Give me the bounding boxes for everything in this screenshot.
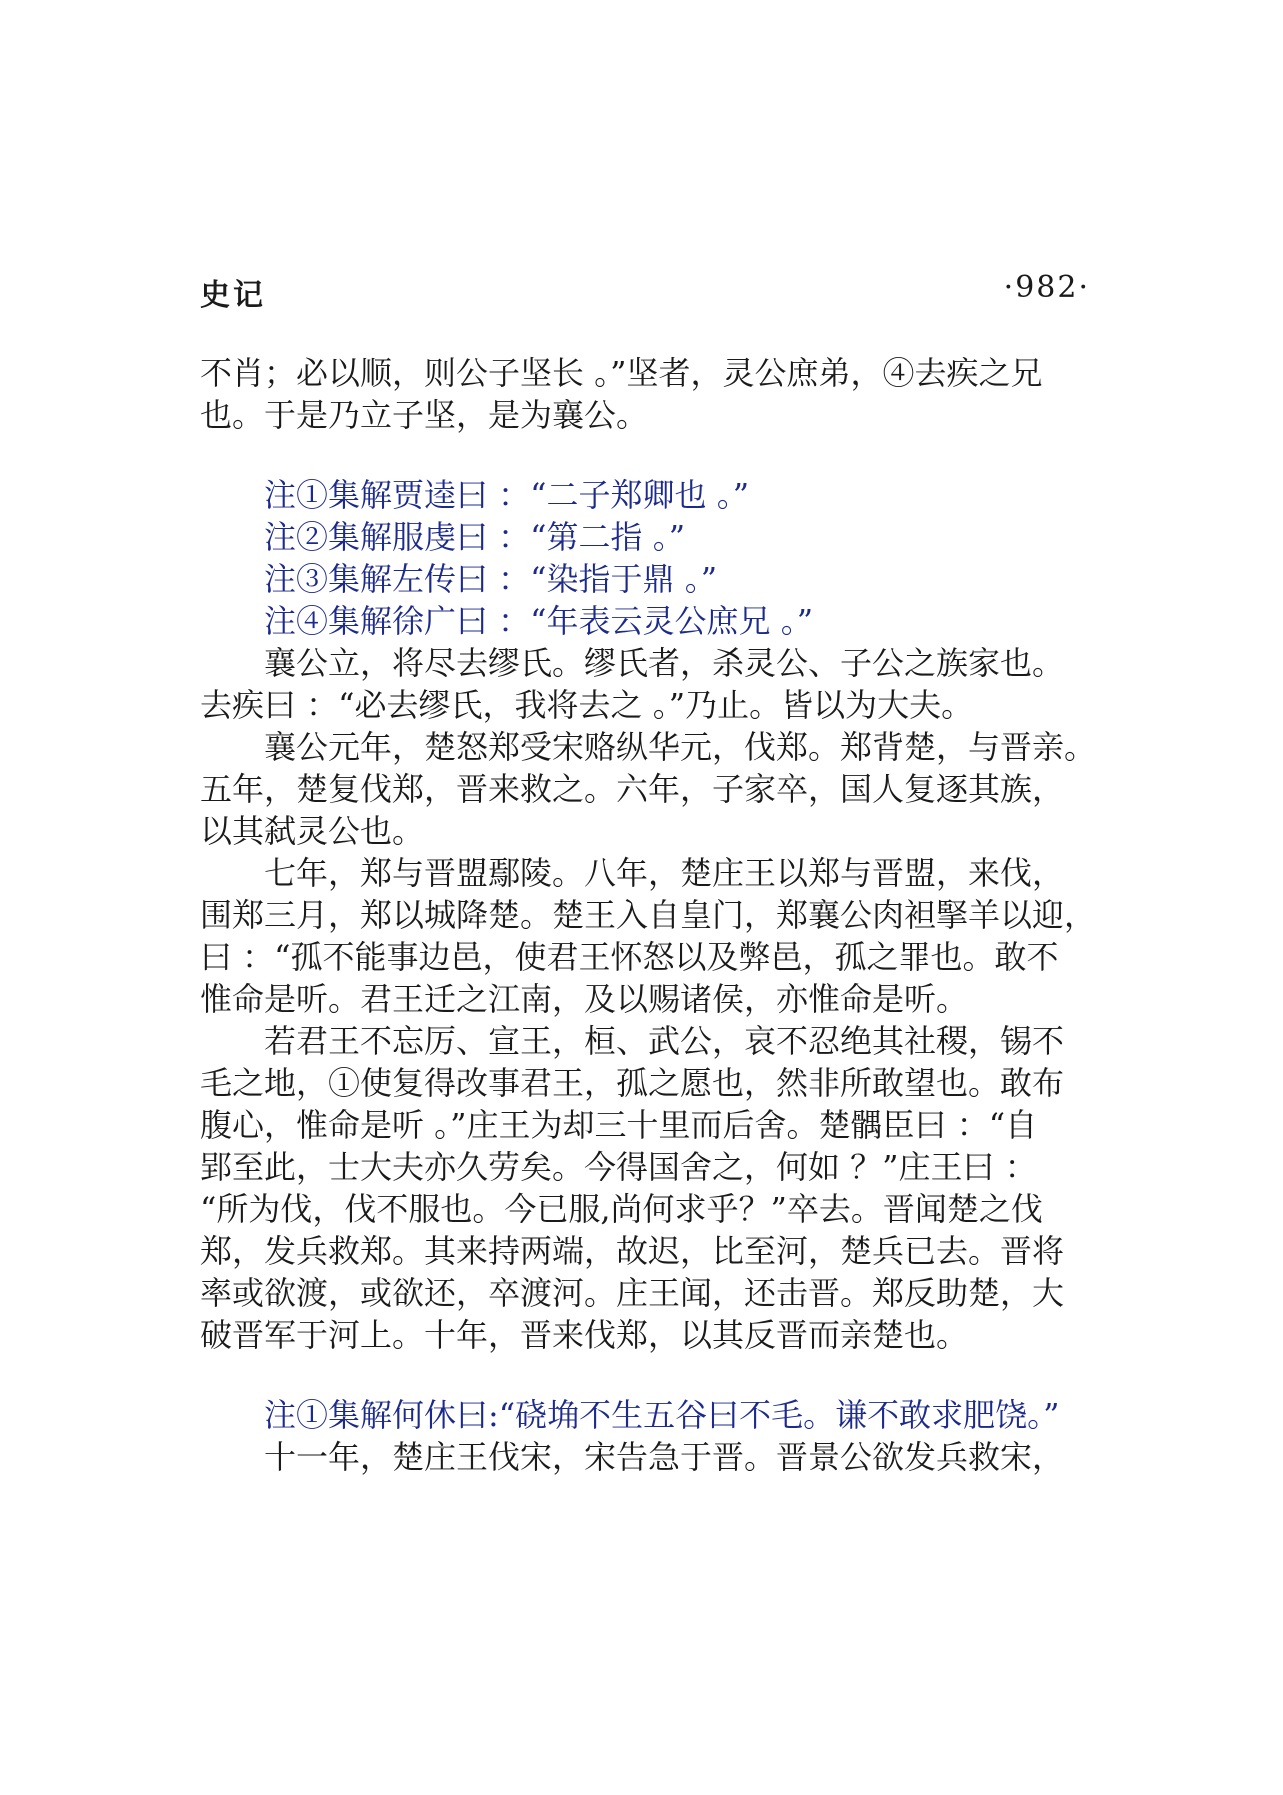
- text-line: 郢至此，士大夫亦久劳矣。今得国舍之，何如 ？”庄王曰 ：: [200, 1148, 1037, 1186]
- text-line: 若君王不忘厉、宣王，桓、武公，哀不忍绝其社稷，锡不: [264, 1022, 1065, 1060]
- text-line: 曰 ：“孤不能事边邑，使君王怀怒以及弊邑，孤之罪也。敢不: [200, 938, 1059, 976]
- running-header: [200, 270, 1090, 313]
- text-line: “所为伐，伐不服也。今已服,尚何求乎？”卒去。晋闻楚之伐: [200, 1190, 1043, 1228]
- annotation-line: 注③集解左传曰 ：“染指于鼎 。”: [264, 560, 718, 598]
- book-title: 史记: [200, 278, 266, 313]
- text-line: 以其弑灵公也。: [200, 812, 425, 850]
- text-line: 腹心，惟命是听 。”庄王为却三十里而后舍。楚髃臣曰 ：“自: [200, 1106, 1038, 1144]
- annotation-line: 注④集解徐广曰 ：“年表云灵公庶兄 。”: [264, 602, 814, 640]
- text-line: 毛之地，①使复得改事君王，孤之愿也，然非所敢望也。敢布: [200, 1064, 1065, 1102]
- annotation-line: 注①集解何休曰:“硗埆不生五谷曰不毛。谦不敢求肥饶。”: [264, 1396, 1060, 1434]
- text-line: 围郑三月，郑以城降楚。楚王入自皇门，郑襄公肉袒掔羊以迎，: [200, 896, 1097, 934]
- text-line: 破晋军于河上。十年，晋来伐郑，以其反晋而亲楚也。: [200, 1316, 969, 1354]
- text-line: 七年，郑与晋盟鄢陵。八年，楚庄王以郑与晋盟，来伐，: [264, 854, 1065, 892]
- annotation-line: 注②集解服虔曰 ：“第二指 。”: [264, 518, 686, 556]
- text-line: 率或欲渡，或欲还，卒渡河。庄王闻，还击晋。郑反助楚，大: [200, 1274, 1065, 1312]
- annotation-line: 注①集解贾逵曰 ：“二子郑卿也 。”: [264, 476, 750, 514]
- main-text: [200, 352, 1120, 1478]
- paragraph-gap: [200, 436, 1120, 474]
- text-line: 惟命是听。君王迁之江南，及以赐诸侯，亦惟命是听。: [200, 980, 969, 1018]
- text-line: 也。于是乃立子坚，是为襄公。: [200, 396, 649, 434]
- text-line: 襄公立，将尽去缪氏。缪氏者，杀灵公、子公之族家也。: [264, 644, 1065, 682]
- text-line: 十一年，楚庄王伐宋，宋告急于晋。晋景公欲发兵救宋，: [264, 1438, 1065, 1476]
- text-line: 五年，楚复伐郑，晋来救之。六年，子家卒，国人复逐其族，: [200, 770, 1065, 808]
- page-number: ·982·: [1003, 270, 1090, 305]
- paragraph-gap: [200, 1356, 1120, 1394]
- text-line: 襄公元年，楚怒郑受宋赂纵华元，伐郑。郑背楚，与晋亲。: [264, 728, 1097, 766]
- text-line: 郑，发兵救郑。其来持两端，故迟，比至河，楚兵已去。晋将: [200, 1232, 1065, 1270]
- text-line: 不肖；必以顺，则公子坚长 。”坚者，灵公庶弟，④去疾之兄: [200, 354, 1043, 392]
- text-line: 去疾曰 ：“必去缪氏，我将去之 。”乃止。皆以为大夫。: [200, 686, 974, 724]
